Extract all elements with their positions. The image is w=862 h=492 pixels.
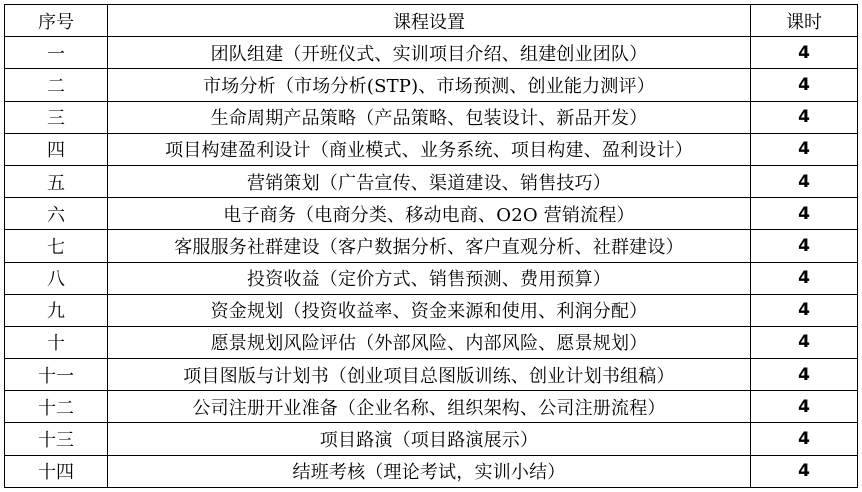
table-row — [5, 165, 858, 197]
row-content: 生命周期产品策略（产品策略、包装设计、新品开发） — [108, 101, 751, 133]
table-row — [5, 133, 858, 165]
table-row — [5, 294, 858, 326]
row-index: 十三 — [5, 423, 108, 455]
row-content: 项目图版与计划书（创业项目总图版训练、创业计划书组稿） — [108, 359, 751, 391]
row-index: 十 — [5, 326, 108, 358]
table-row — [5, 423, 858, 455]
row-index: 七 — [5, 230, 108, 262]
row-hours: 4 — [751, 294, 858, 326]
row-hours: 4 — [751, 262, 858, 294]
row-index: 三 — [5, 101, 108, 133]
row-index: 六 — [5, 198, 108, 230]
row-content: 资金规划（投资收益率、资金来源和使用、利润分配） — [108, 294, 751, 326]
row-content: 营销策划（广告宣传、渠道建设、销售技巧） — [108, 165, 751, 197]
row-index: 一 — [5, 37, 108, 69]
row-content: 项目构建盈利设计（商业模式、业务系统、项目构建、盈利设计） — [108, 133, 751, 165]
table-row — [5, 230, 858, 262]
table-header-row — [5, 5, 858, 37]
row-content: 公司注册开业准备（企业名称、组织架构、公司注册流程） — [108, 391, 751, 423]
header-index: 序号 — [5, 5, 108, 37]
row-content: 团队组建（开班仪式、实训项目介绍、组建创业团队） — [108, 37, 751, 69]
table-row — [5, 359, 858, 391]
row-content: 项目路演（项目路演展示） — [108, 423, 751, 455]
row-content: 客服服务社群建设（客户数据分析、客户直观分析、社群建设） — [108, 230, 751, 262]
table-row — [5, 326, 858, 358]
row-index: 八 — [5, 262, 108, 294]
table-row — [5, 455, 858, 487]
row-index: 五 — [5, 165, 108, 197]
row-hours: 4 — [751, 391, 858, 423]
row-hours: 4 — [751, 133, 858, 165]
row-index: 十二 — [5, 391, 108, 423]
row-hours: 4 — [751, 69, 858, 101]
row-index: 十四 — [5, 455, 108, 487]
header-content: 课程设置 — [108, 5, 751, 37]
row-hours: 4 — [751, 37, 858, 69]
table-row — [5, 262, 858, 294]
row-content: 电子商务（电商分类、移动电商、O2O 营销流程） — [108, 198, 751, 230]
table-row — [5, 101, 858, 133]
row-content: 愿景规划风险评估（外部风险、内部风险、愿景规划） — [108, 326, 751, 358]
row-hours: 4 — [751, 326, 858, 358]
row-content: 投资收益（定价方式、销售预测、费用预算） — [108, 262, 751, 294]
row-hours: 4 — [751, 455, 858, 487]
row-index: 十一 — [5, 359, 108, 391]
table-row — [5, 37, 858, 69]
row-hours: 4 — [751, 359, 858, 391]
row-index: 四 — [5, 133, 108, 165]
table-row — [5, 198, 858, 230]
row-index: 九 — [5, 294, 108, 326]
table-row — [5, 391, 858, 423]
course-schedule-table — [4, 4, 858, 488]
row-hours: 4 — [751, 230, 858, 262]
row-content: 结班考核（理论考试，实训小结） — [108, 455, 751, 487]
row-content: 市场分析（市场分析(STP)、市场预测、创业能力测评） — [108, 69, 751, 101]
row-hours: 4 — [751, 165, 858, 197]
table-row — [5, 69, 858, 101]
row-hours: 4 — [751, 101, 858, 133]
row-hours: 4 — [751, 423, 858, 455]
row-hours: 4 — [751, 198, 858, 230]
row-index: 二 — [5, 69, 108, 101]
table-body — [5, 37, 858, 488]
header-hours: 课时 — [751, 5, 858, 37]
